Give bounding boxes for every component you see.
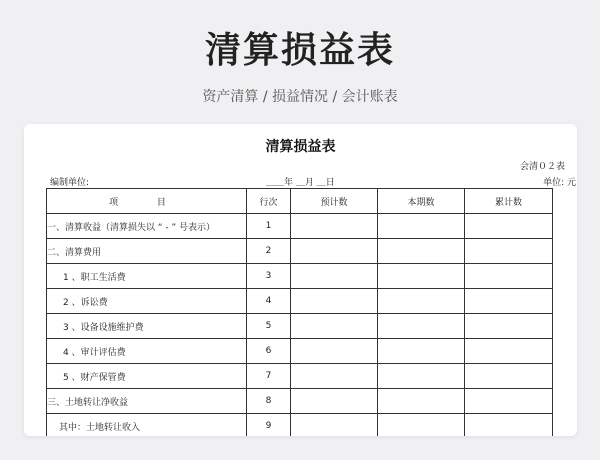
row-line: 8 bbox=[247, 389, 291, 414]
date-label: ＿＿年 ＿月 ＿日 bbox=[266, 178, 335, 188]
cell-current[interactable] bbox=[378, 264, 465, 289]
row-item: 3 、设备设施维护费 bbox=[47, 314, 247, 339]
cell-estimated[interactable] bbox=[291, 239, 378, 264]
cell-cumulative[interactable] bbox=[465, 364, 553, 389]
cell-current[interactable] bbox=[378, 414, 465, 437]
row-line: 7 bbox=[247, 364, 291, 389]
cell-current[interactable] bbox=[378, 214, 465, 239]
table-row bbox=[47, 364, 553, 389]
column-header-estimated: 预计数 bbox=[291, 189, 378, 214]
form-code: 会清０２表 bbox=[519, 162, 565, 172]
row-item: 其中：土地转让收入 bbox=[47, 414, 247, 437]
cell-cumulative[interactable] bbox=[465, 264, 553, 289]
row-item: 二、清算费用 bbox=[47, 239, 247, 264]
row-line: 9 bbox=[247, 414, 291, 437]
row-line: 5 bbox=[247, 314, 291, 339]
row-item: 一、清算收益（清算损失以 “ - ” 号表示） bbox=[47, 214, 247, 239]
document-card bbox=[24, 124, 577, 436]
cell-cumulative[interactable] bbox=[465, 239, 553, 264]
cell-cumulative[interactable] bbox=[465, 314, 553, 339]
table-row bbox=[47, 289, 553, 314]
row-item: 1 、职工生活费 bbox=[47, 264, 247, 289]
cell-estimated[interactable] bbox=[291, 214, 378, 239]
table-row bbox=[47, 314, 553, 339]
meta-row bbox=[46, 175, 576, 188]
cell-current[interactable] bbox=[378, 314, 465, 339]
row-item: 三、土地转让净收益 bbox=[47, 389, 247, 414]
table-header-row bbox=[47, 189, 553, 214]
table-row bbox=[47, 339, 553, 364]
hero-title: 清算损益表 bbox=[204, 30, 395, 71]
hero-subtitle: 资产清算 / 损益情况 / 会计账表 bbox=[202, 89, 398, 105]
row-line: 1 bbox=[247, 214, 291, 239]
row-item: 4 、审计评估费 bbox=[47, 339, 247, 364]
cell-cumulative[interactable] bbox=[465, 289, 553, 314]
compiler-label: 编制单位: bbox=[50, 178, 90, 188]
column-header-item: 项 目 bbox=[47, 189, 247, 214]
row-item: 2 、诉讼费 bbox=[47, 289, 247, 314]
cell-current[interactable] bbox=[378, 339, 465, 364]
cell-current[interactable] bbox=[378, 239, 465, 264]
column-header-line: 行次 bbox=[247, 189, 291, 214]
cell-cumulative[interactable] bbox=[465, 389, 553, 414]
document-title: 清算损益表 bbox=[265, 139, 336, 155]
unit-label: 单位: 元 bbox=[543, 178, 576, 188]
table-row bbox=[47, 414, 553, 437]
table-row bbox=[47, 264, 553, 289]
cell-estimated[interactable] bbox=[291, 389, 378, 414]
row-line: 2 bbox=[247, 239, 291, 264]
table-row bbox=[47, 389, 553, 414]
cell-cumulative[interactable] bbox=[465, 414, 553, 437]
cell-current[interactable] bbox=[378, 389, 465, 414]
column-header-current: 本期数 bbox=[378, 189, 465, 214]
row-item: 5 、财产保管费 bbox=[47, 364, 247, 389]
cell-cumulative[interactable] bbox=[465, 339, 553, 364]
cell-estimated[interactable] bbox=[291, 314, 378, 339]
settlement-table bbox=[46, 188, 553, 436]
cell-estimated[interactable] bbox=[291, 414, 378, 437]
cell-estimated[interactable] bbox=[291, 264, 378, 289]
table-row bbox=[47, 239, 553, 264]
cell-current[interactable] bbox=[378, 364, 465, 389]
column-header-cumulative: 累计数 bbox=[465, 189, 553, 214]
cell-cumulative[interactable] bbox=[465, 214, 553, 239]
cell-estimated[interactable] bbox=[291, 289, 378, 314]
cell-estimated[interactable] bbox=[291, 339, 378, 364]
table-row bbox=[47, 214, 553, 239]
row-line: 3 bbox=[247, 264, 291, 289]
row-line: 4 bbox=[247, 289, 291, 314]
cell-estimated[interactable] bbox=[291, 364, 378, 389]
row-line: 6 bbox=[247, 339, 291, 364]
cell-current[interactable] bbox=[378, 289, 465, 314]
